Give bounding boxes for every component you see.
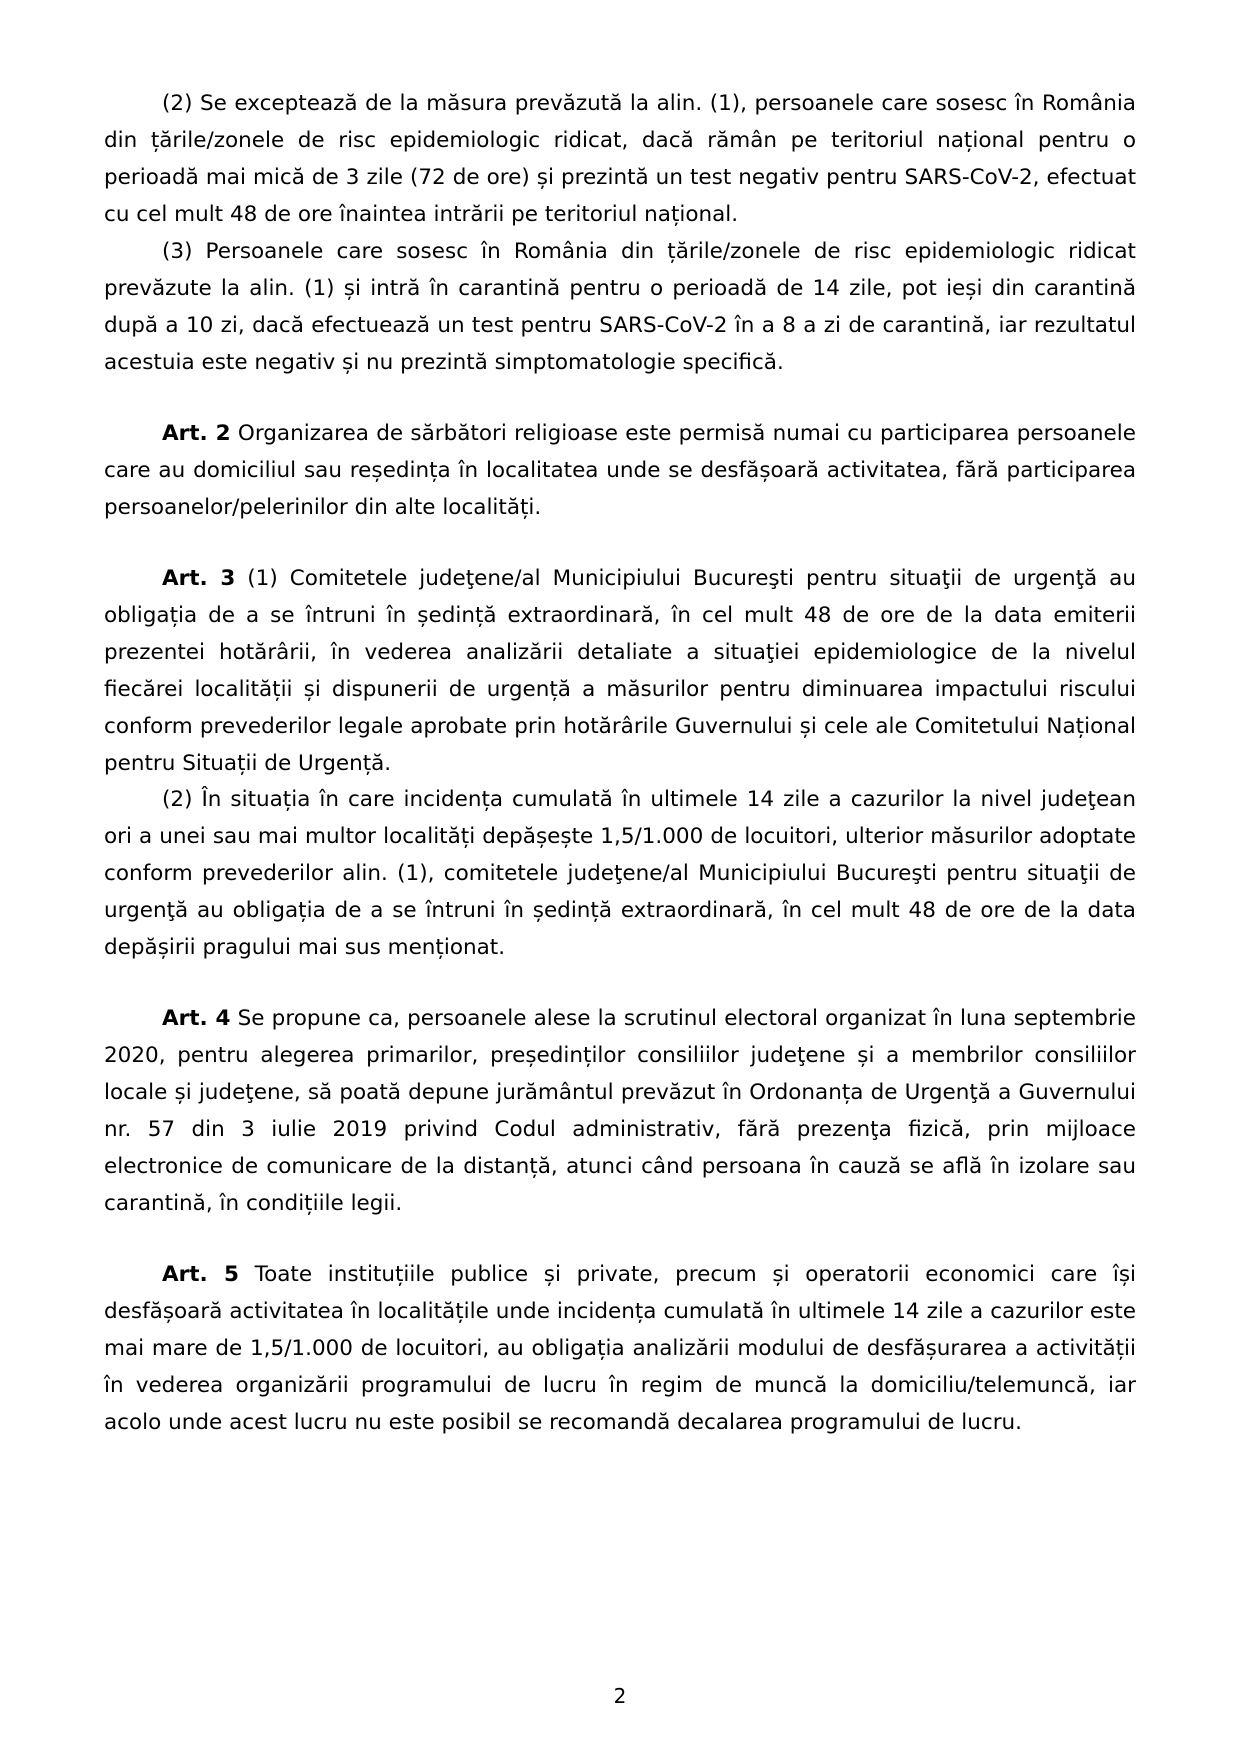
article-label-art-3: Art. 3 [162,565,236,591]
paragraph-text: Toate instituțiile publice și private, precum și operatorii economici care își desfășoară activitatea în localitățile unde incidența cumulată în ultimele 14 zile a cazurilor este mai mare de 1,5/1.000 de locuitori, au obligația analizării modului de desfășurarea a activității în vederea organizării programului de lucru în regim de muncă la domiciliu/telemuncă, iar acolo unde acest lucru nu este posibil se recomandă decalarea programului de lucru. [104,1262,1136,1435]
paragraph-alin-2 [104,86,1136,234]
paragraph-spacer [104,967,1136,1001]
page-number: 2 [613,1684,627,1708]
paragraph-spacer [104,527,1136,561]
paragraph-text: Se propune ca, persoanele alese la scrutinul electoral organizat în luna septembrie 2020, pentru alegerea primarilor, președinților consiliilor judeţene și a membrilor consiliilor locale și judeţene, să poată depune jurământul prevăzut în Ordonanța de Urgenţă a Guvernului nr. 57 din 3 iulie 2019 privind Codul administrativ, fără prezenţa fizică, prin mijloace electronice de comunicare de la distanță, atunci când persoana în cauză se află în izolare sau carantină, în condițiile legii. [104,1006,1136,1217]
paragraph-alin-3 [104,234,1136,382]
paragraph-art-5 [104,1257,1136,1442]
paragraph-art-4 [104,1001,1136,1223]
document-body [104,86,1136,1442]
paragraph-art-3 [104,561,1136,783]
paragraph-text: (2) Se exceptează de la măsura prevăzută la alin. (1), persoanele care sosesc în România din țările/zonele de risc epidemiologic ridicat, dacă rămân pe teritoriul național pentru o perioadă mai mică de 3 zile (72 de ore) și prezintă un test negativ pentru SARS-CoV-2, efectuat cu cel mult 48 de ore înaintea intrării pe teritoriul național. [104,91,1136,227]
article-label-art-2: Art. 2 [162,420,231,446]
paragraph-text: Organizarea de sărbători religioase este permisă numai cu participarea persoanele care au domiciliul sau reședința în localitatea unde se desfășoară activitatea, fără participarea persoanelor/pelerinilor din alte localități. [104,420,1136,520]
paragraph-spacer [104,382,1136,416]
paragraph-art-2 [104,416,1136,527]
article-label-art-4: Art. 4 [162,1006,231,1032]
paragraph-text: (2) În situația în care incidența cumulată în ultimele 14 zile a cazurilor la nivel judeţean ori a unei sau mai multor localități depășește 1,5/1.000 de locuitori, ulterior măsurilor adoptate conform prevederilor alin. (1), comitetele judeţene/al Municipiului Bucureşti pentru situaţii de urgenţă au obligația de a se întruni în ședință extraordinară, în cel mult 48 de ore de la data depășirii pragului mai sus menționat. [104,787,1136,961]
paragraph-art-3-alin-2 [104,782,1136,967]
paragraph-spacer [104,1223,1136,1257]
article-label-art-5: Art. 5 [162,1262,239,1288]
paragraph-text: (1) Comitetele judeţene/al Municipiului Bucureşti pentru situaţii de urgenţă au obligația de a se întruni în ședință extraordinară, în cel mult 48 de ore de la data emiterii prezentei hotărârii, în vederea analizării detaliate a situaţiei epidemiologice de la nivelul fiecărei localității și dispunerii de urgență a măsurilor pentru diminuarea impactului riscului conform prevederilor legale aprobate prin hotărârile Guvernului și cele ale Comitetului Național pentru Situații de Urgență. [104,565,1136,776]
paragraph-text: (3) Persoanele care sosesc în România din țările/zonele de risc epidemiologic ridicat prevăzute la alin. (1) și intră în carantină pentru o perioadă de 14 zile, pot ieși din carantină după a 10 zi, dacă efectuează un test pentru SARS-CoV-2 în a 8 a zi de carantină, iar rezultatul acestuia este negativ și nu prezintă simptomatologie specifică. [104,238,1136,375]
